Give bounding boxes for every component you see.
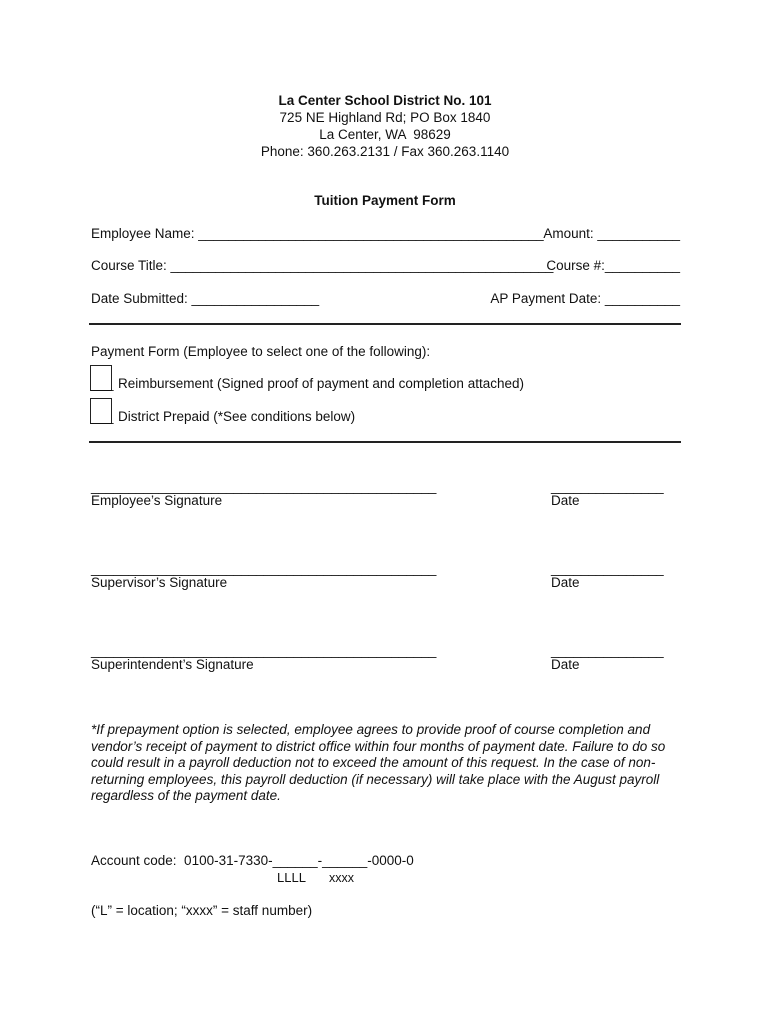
conditions-line-3: could result in a payroll deduction not to exceed the amount of this request. In the case of non- — [91, 755, 656, 770]
employee-date-label: Date — [551, 493, 580, 508]
district-prepaid-blank: ___ — [91, 409, 114, 424]
account-code-staff-hint: xxxx — [329, 871, 354, 885]
course-title-field[interactable]: Course Title: ___________________________________________________ — [91, 258, 554, 273]
payment-prompt: Payment Form (Employee to select one of the following): — [91, 344, 431, 359]
account-code-legend: (“L” = location; “xxxx” = staff number) — [91, 903, 313, 918]
superintendent-date-label: Date — [551, 657, 580, 672]
superintendent-signature-label: Superintendent’s Signature — [91, 657, 254, 672]
course-number-field[interactable]: Course #:__________ — [546, 258, 680, 273]
employee-signature-label: Employee’s Signature — [91, 493, 223, 508]
district-address: 725 NE Highland Rd; PO Box 1840 — [279, 110, 491, 125]
employee-date-line[interactable]: _______________ — [551, 479, 664, 494]
conditions-line-1: *If prepayment option is selected, employee agrees to provide proof of course completion and — [91, 722, 651, 737]
superintendent-date-line[interactable]: _______________ — [551, 643, 664, 658]
reimbursement-blank: ___ — [91, 376, 114, 391]
employee-signature-line[interactable]: ______________________________________________ — [91, 479, 437, 494]
conditions-line-4: returning employees, this payroll deduction (if necessary) will take place with the August payroll — [91, 772, 660, 787]
employee-name-field[interactable]: Employee Name: ______________________________________________ — [91, 226, 544, 241]
district-prepaid-label: District Prepaid (*See conditions below) — [118, 409, 356, 424]
conditions-line-2: vendor’s receipt of payment to district office within four months of payment date. Failure to do so — [91, 739, 666, 754]
district-name: La Center School District No. 101 — [278, 93, 492, 108]
amount-field[interactable]: Amount: ___________ — [543, 226, 680, 241]
section-divider-bottom — [89, 441, 681, 443]
district-phone: Phone: 360.263.2131 / Fax 360.263.1140 — [260, 144, 510, 159]
section-divider-top — [89, 323, 681, 325]
supervisor-date-line[interactable]: _______________ — [551, 561, 664, 576]
conditions-line-5: regardless of the payment date. — [91, 788, 281, 803]
supervisor-signature-line[interactable]: ______________________________________________ — [91, 561, 437, 576]
district-city: La Center, WA 98629 — [319, 127, 451, 142]
superintendent-signature-line[interactable]: ______________________________________________ — [91, 643, 437, 658]
date-submitted-field[interactable]: Date Submitted: _________________ — [91, 291, 320, 306]
account-code-location-hint: LLLL — [277, 870, 306, 885]
supervisor-signature-label: Supervisor’s Signature — [91, 575, 228, 590]
reimbursement-label: Reimbursement (Signed proof of payment and completion attached) — [118, 376, 524, 391]
form-title: Tuition Payment Form — [314, 193, 456, 208]
account-code: Account code: 0100-31-7330-______-______-0000-0 — [91, 853, 414, 868]
ap-payment-date-field[interactable]: AP Payment Date: __________ — [490, 291, 680, 306]
supervisor-date-label: Date — [551, 575, 580, 590]
